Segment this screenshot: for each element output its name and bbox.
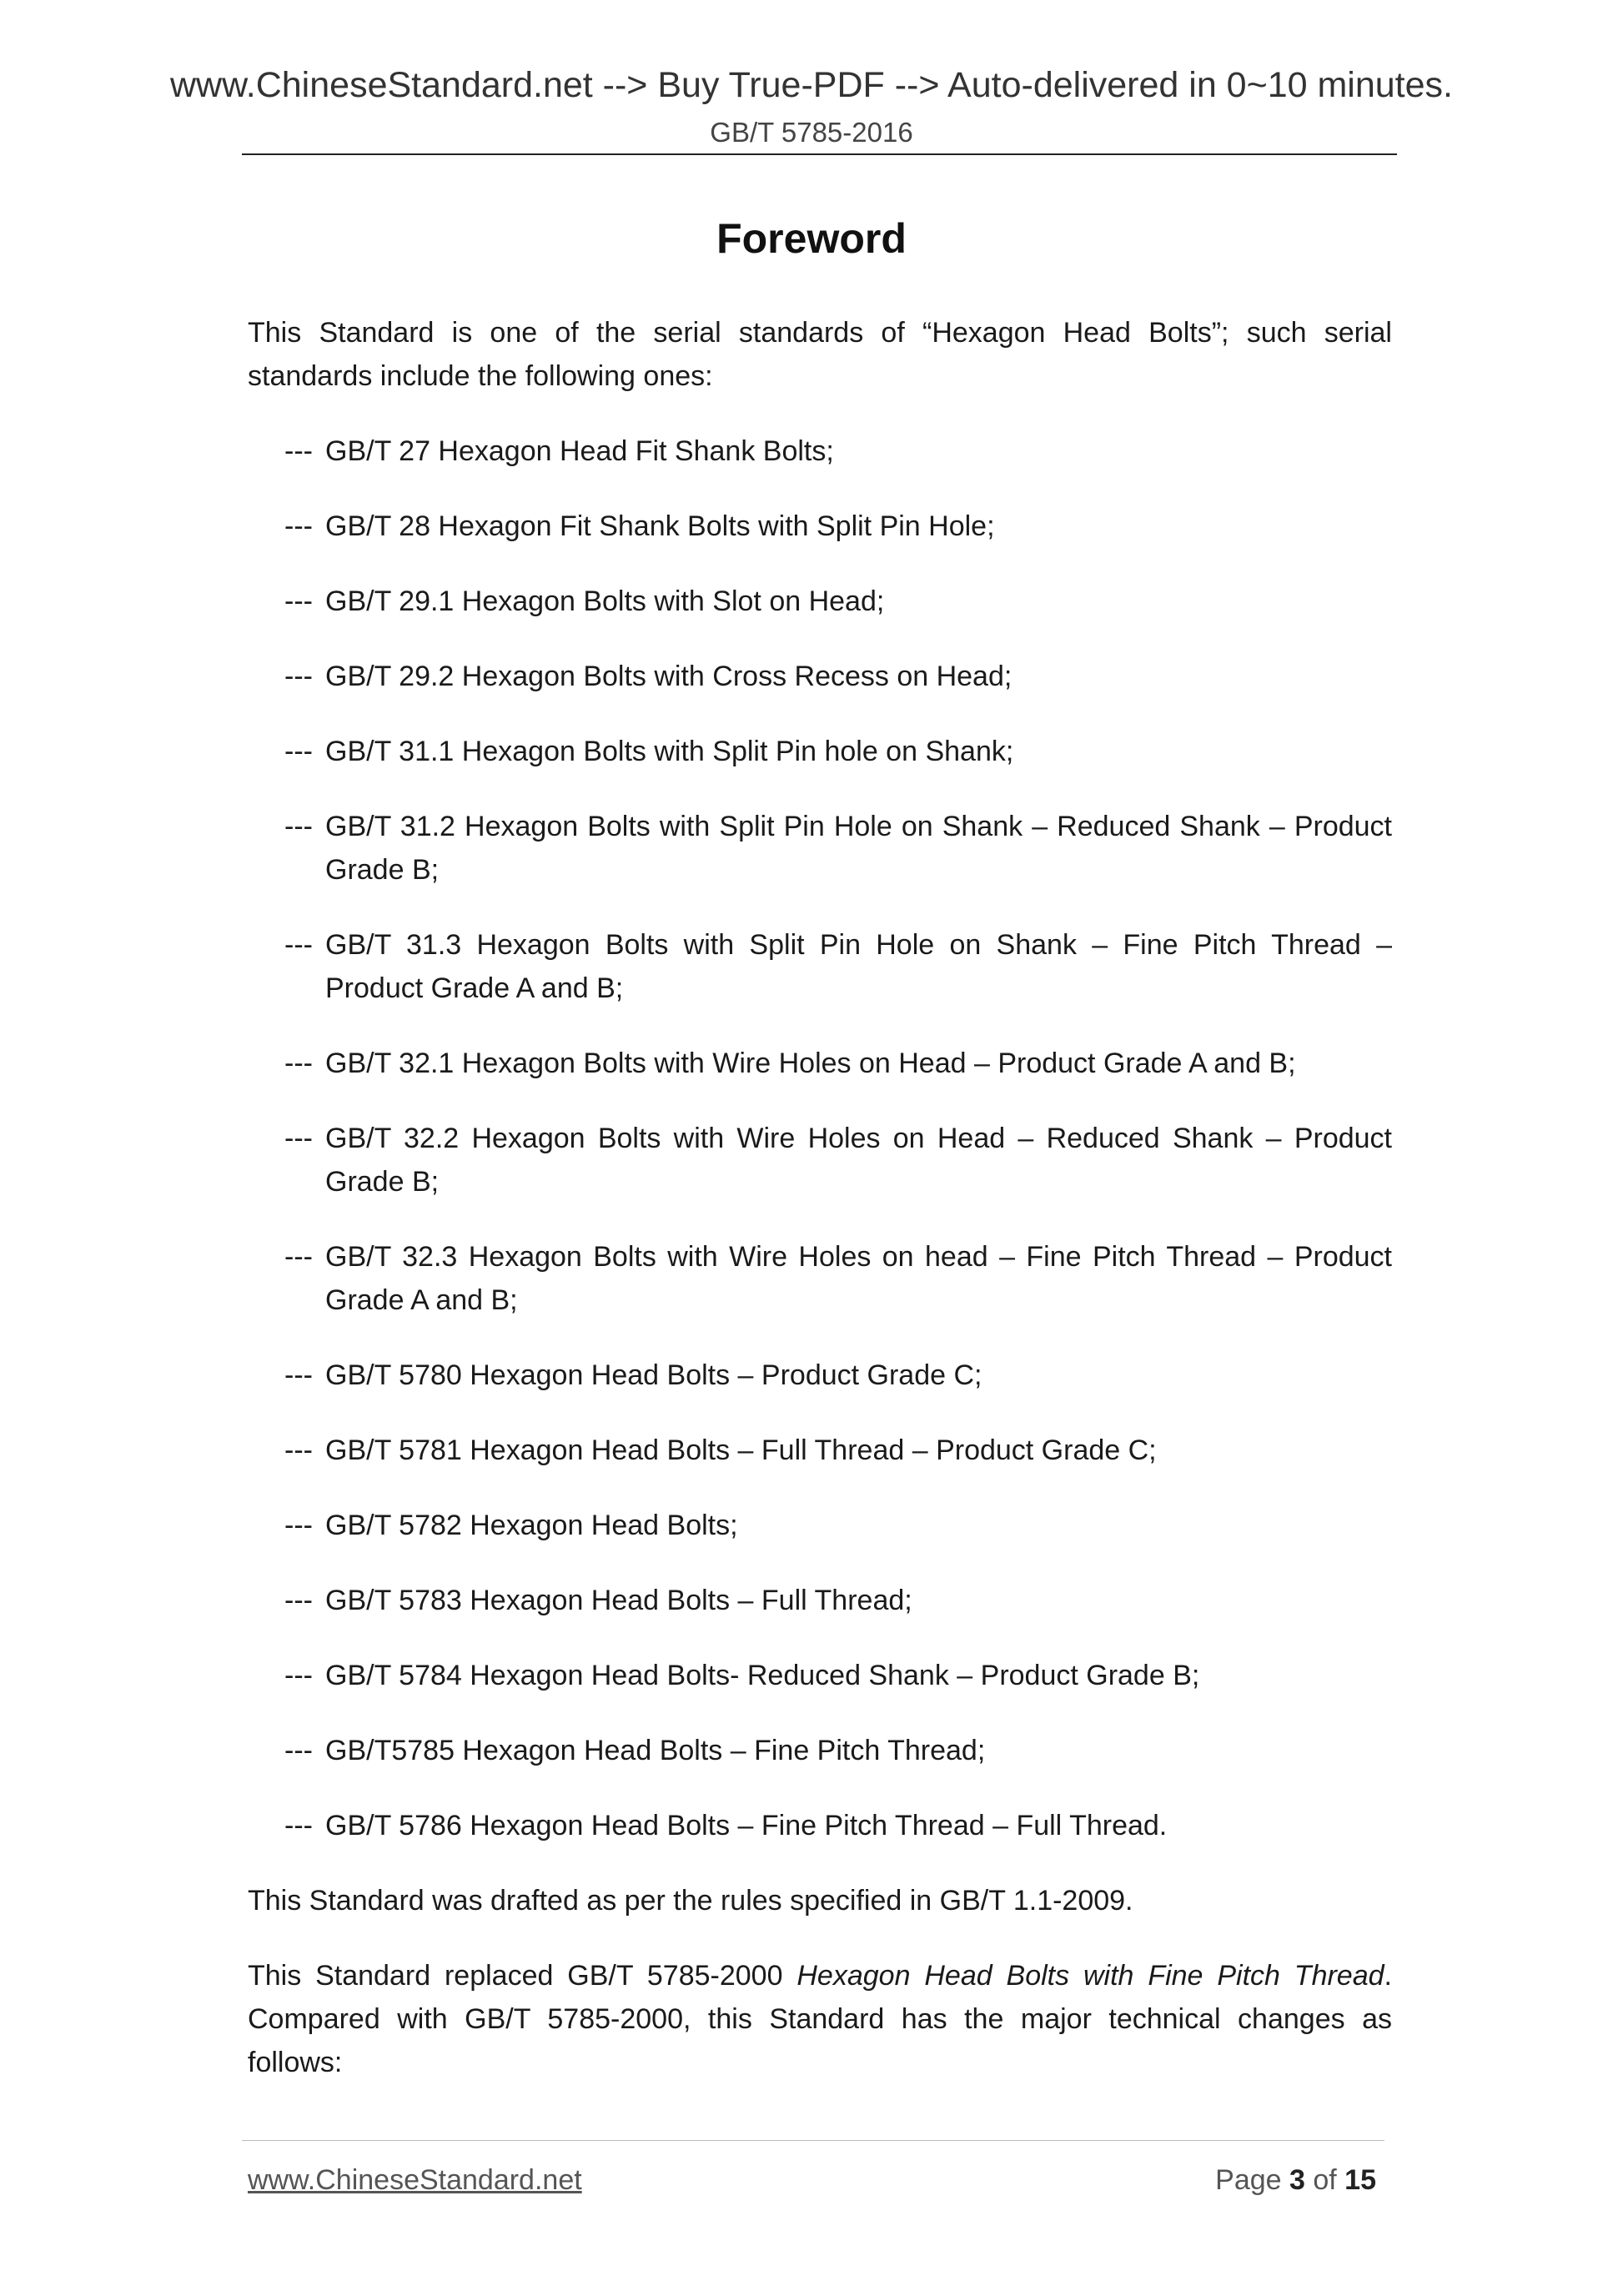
standard-list-item <box>248 1235 1392 1322</box>
standard-item-text: GB/T 29.1 Hexagon Bolts with Slot on Head; <box>325 585 885 617</box>
header-banner[interactable]: www.ChineseStandard.net --> Buy True-PDF --> Auto-delivered in 0~10 minutes. <box>169 65 1453 105</box>
standard-list-item <box>248 1579 1392 1622</box>
list-dash-marker: --- <box>284 510 313 542</box>
list-dash-marker: --- <box>284 1735 313 1766</box>
standard-item-text: GB/T 5784 Hexagon Head Bolts- Reduced Shank – Product Grade B; <box>325 1660 1200 1691</box>
list-dash-marker: --- <box>284 929 313 961</box>
list-dash-marker: --- <box>284 1241 313 1273</box>
list-dash-marker: --- <box>284 736 313 767</box>
standard-list-item <box>248 730 1392 773</box>
drafting-paragraph: This Standard was drafted as per the rules specified in GB/T 1.1-2009. <box>248 1885 1133 1917</box>
standard-list-item <box>248 1729 1392 1772</box>
list-dash-marker: --- <box>284 1048 313 1079</box>
replaced-standard-title: Hexagon Head Bolts with Fine Pitch Thread <box>796 1960 1384 1992</box>
standard-item-text: GB/T5785 Hexagon Head Bolts – Fine Pitch Thread; <box>325 1735 986 1766</box>
standard-list-item <box>248 655 1392 698</box>
standard-item-text: GB/T 31.3 Hexagon Bolts with Split Pin Hole on Shank – Fine Pitch Thread – Product Grade A and B; <box>325 929 1392 1004</box>
standard-item-text: GB/T 28 Hexagon Fit Shank Bolts with Split Pin Hole; <box>325 510 995 542</box>
standard-list-item <box>248 430 1392 473</box>
footer-divider <box>242 2140 1384 2141</box>
list-dash-marker: --- <box>284 435 313 467</box>
standard-list-item <box>248 923 1392 1010</box>
list-dash-marker: --- <box>284 661 313 692</box>
page-title: Foreword <box>716 215 907 262</box>
total-pages: 15 <box>1344 2164 1376 2196</box>
standard-list-item <box>248 580 1392 623</box>
standard-item-text: GB/T 27 Hexagon Head Fit Shank Bolts; <box>325 435 834 467</box>
standard-list-item <box>248 505 1392 548</box>
list-dash-marker: --- <box>284 811 313 842</box>
standard-item-text: GB/T 32.3 Hexagon Bolts with Wire Holes on head – Fine Pitch Thread – Product Grade A and B; <box>325 1241 1392 1316</box>
standard-list-item <box>248 805 1392 892</box>
standard-item-text: GB/T 32.1 Hexagon Bolts with Wire Holes on Head – Product Grade A and B; <box>325 1048 1296 1079</box>
standards-list <box>248 430 1392 1847</box>
standard-item-text: GB/T 29.2 Hexagon Bolts with Cross Recess on Head; <box>325 661 1012 692</box>
standard-item-text: GB/T 31.2 Hexagon Bolts with Split Pin Hole on Shank – Reduced Shank – Product Grade B; <box>325 811 1392 886</box>
current-page: 3 <box>1289 2164 1305 2196</box>
replacement-text-end: . Compared with GB/T 5785-2000, this Standard has the major technical changes as follows: <box>248 1960 1392 2078</box>
standard-item-text: GB/T 5780 Hexagon Head Bolts – Product Grade C; <box>325 1359 982 1391</box>
list-dash-marker: --- <box>284 1510 313 1541</box>
standard-code: GB/T 5785-2016 <box>710 117 913 148</box>
list-dash-marker: --- <box>284 1359 313 1391</box>
list-dash-marker: --- <box>284 585 313 617</box>
standard-item-text: GB/T 5782 Hexagon Head Bolts; <box>325 1510 738 1541</box>
standard-item-text: GB/T 32.2 Hexagon Bolts with Wire Holes on Head – Reduced Shank – Product Grade B; <box>325 1123 1392 1198</box>
standard-list-item <box>248 1042 1392 1085</box>
page-separator: of <box>1304 2164 1345 2196</box>
standard-item-text: GB/T 5781 Hexagon Head Bolts – Full Thread – Product Grade C; <box>325 1434 1157 1466</box>
replacement-text-start: This Standard replaced GB/T 5785-2000 <box>248 1960 797 1992</box>
replacement-paragraph <box>248 1954 1392 2084</box>
list-dash-marker: --- <box>284 1123 313 1154</box>
standard-list-item <box>248 1117 1392 1203</box>
standard-list-item <box>248 1429 1392 1472</box>
standard-list-item <box>248 1504 1392 1547</box>
list-dash-marker: --- <box>284 1434 313 1466</box>
standard-item-text: GB/T 5783 Hexagon Head Bolts – Full Thread; <box>325 1585 912 1616</box>
list-dash-marker: --- <box>284 1810 313 1841</box>
standard-list-item <box>248 1354 1392 1397</box>
intro-paragraph: This Standard is one of the serial standards of “Hexagon Head Bolts”; such serial standards include the following ones: <box>248 317 1392 392</box>
standard-item-text: GB/T 31.1 Hexagon Bolts with Split Pin hole on Shank; <box>325 736 1014 767</box>
standard-item-text: GB/T 5786 Hexagon Head Bolts – Fine Pitch Thread – Full Thread. <box>325 1810 1168 1841</box>
standard-list-item <box>248 1804 1392 1847</box>
page-label: Page <box>1215 2164 1289 2196</box>
list-dash-marker: --- <box>284 1585 313 1616</box>
header-divider <box>242 153 1397 155</box>
list-dash-marker: --- <box>284 1660 313 1691</box>
page-number <box>1215 2162 1376 2198</box>
foreword-body <box>248 311 1392 2084</box>
standard-list-item <box>248 1654 1392 1697</box>
footer-site-link[interactable]: www.ChineseStandard.net <box>248 2164 582 2196</box>
